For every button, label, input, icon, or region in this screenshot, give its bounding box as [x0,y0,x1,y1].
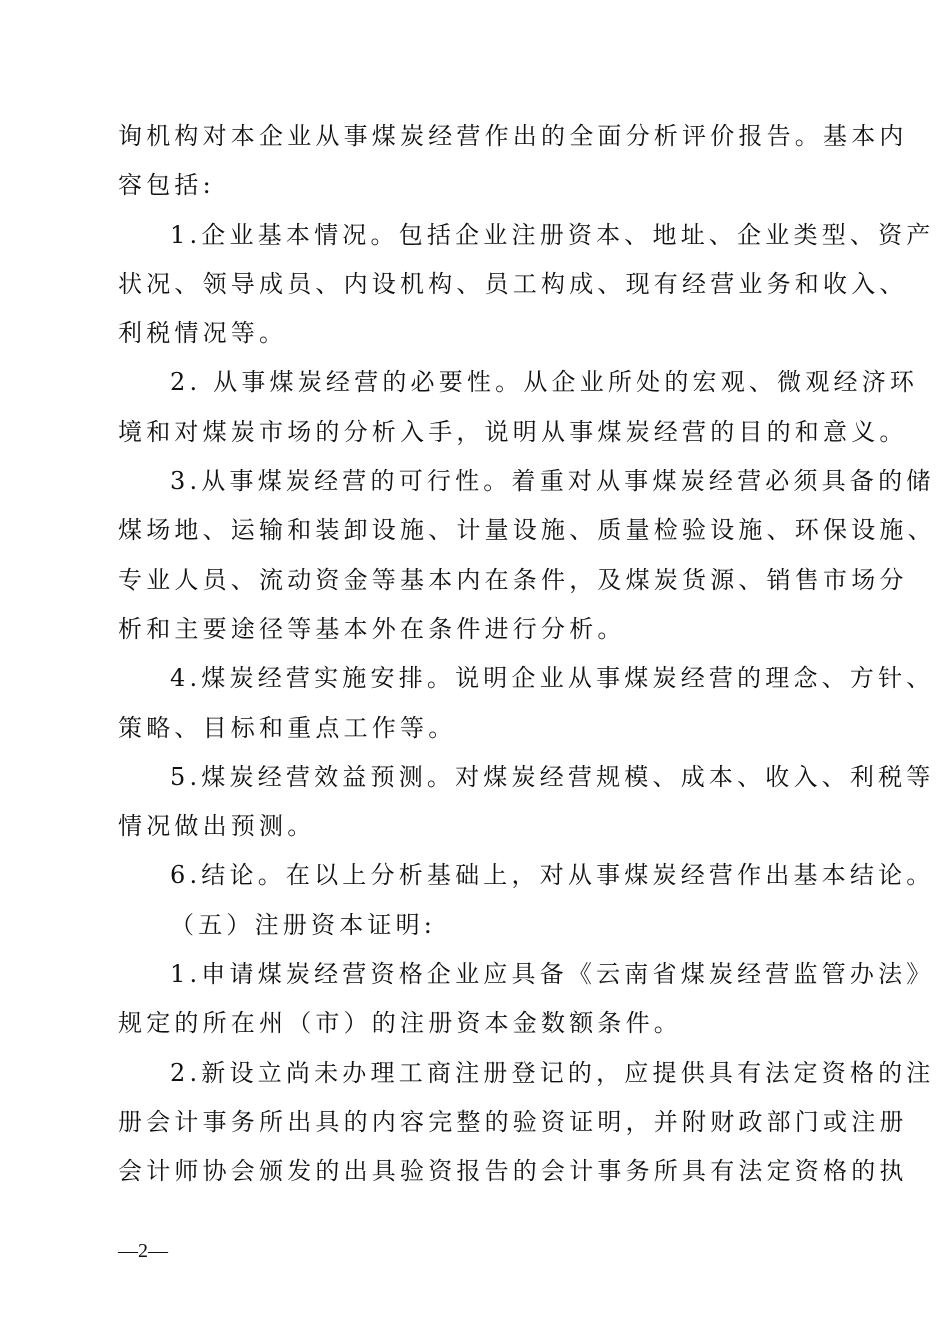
text-line: 规定的所在州（市）的注册资本金数额条件。 [118,1009,682,1038]
text-line: 2.新设立尚未办理工商注册登记的，应提供具有法定资格的注 [170,1058,935,1087]
text-line: 2. 从事煤炭经营的必要性。从企业所处的宏观、微观经济环 [170,368,919,397]
body-text [118,112,936,1197]
text-line: 煤场地、运输和装卸设施、计量设施、质量检验设施、环保设施、 [118,516,936,545]
text-line: 册会计事务所出具的内容完整的验资证明，并附财政部门或注册 [118,1107,908,1136]
text-line: 1.申请煤炭经营资格企业应具备《云南省煤炭经营监管办法》 [170,960,935,989]
page-number: —2— [118,1240,168,1262]
text-line: 6.结论。在以上分析基础上，对从事煤炭经营作出基本结论。 [170,861,935,890]
text-line: 询机构对本企业从事煤炭经营作出的全面分析评价报告。基本内 [118,122,908,150]
text-line: 利税情况等。 [118,319,288,348]
text-line: 析和主要途径等基本外在条件进行分析。 [118,614,626,643]
text-line: 策略、目标和重点工作等。 [118,713,457,742]
text-line: 境和对煤炭市场的分析入手，说明从事煤炭经营的目的和意义。 [118,417,908,446]
text-line: （五）注册资本证明: [170,910,437,939]
text-line: 容包括: [118,171,215,200]
text-line: 情况做出预测。 [118,812,316,841]
text-line: 专业人员、流动资金等基本内在条件，及煤炭货源、销售市场分 [118,565,908,594]
text-line: 4.煤炭经营实施安排。说明企业从事煤炭经营的理念、方针、 [170,664,935,693]
text-line: 1.企业基本情况。包括企业注册资本、地址、企业类型、资产 [170,220,935,249]
text-line: 3.从事煤炭经营的可行性。着重对从事煤炭经营必须具备的储 [170,467,935,496]
text-line: 会计师协会颁发的出具验资报告的会计事务所具有法定资格的执 [118,1157,908,1186]
text-line: 5.煤炭经营效益预测。对煤炭经营规模、成本、收入、利税等 [170,762,935,791]
text-line: 状况、领导成员、内设机构、员工构成、现有经营业务和收入、 [118,269,908,298]
